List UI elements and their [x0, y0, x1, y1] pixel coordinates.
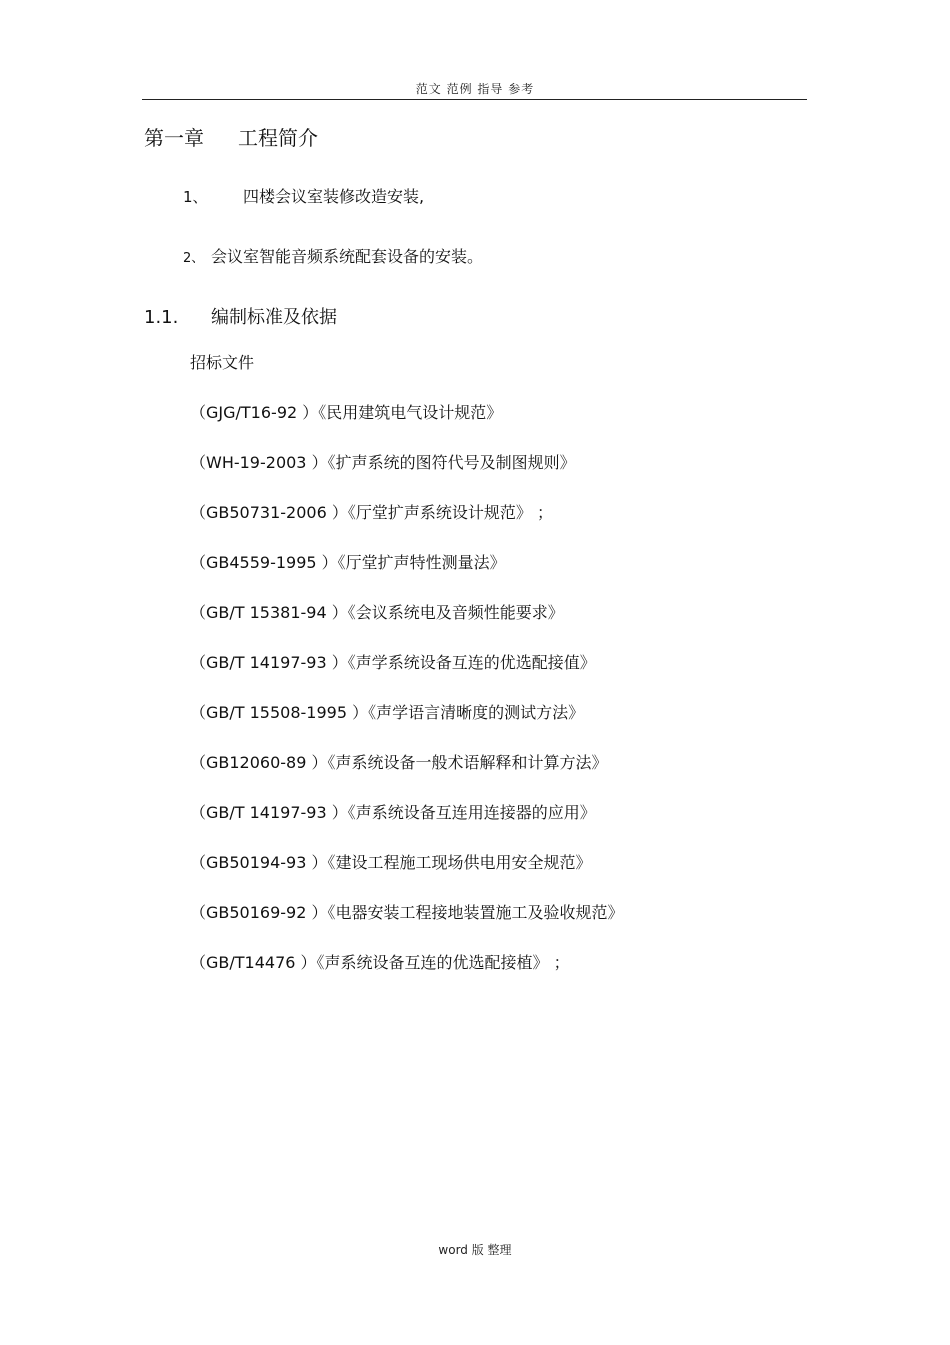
list-item-number: 1、 [183, 188, 208, 206]
chapter-number: 第一章 [144, 126, 204, 150]
page-header: 范文 范例 指导 参考 [415, 82, 535, 96]
list-item [183, 184, 424, 207]
reference-item: （GB50169-92 ）《电器安装工程接地装置施工及验收规范》 [190, 903, 624, 922]
reference-item: （GB/T 14197-93 ）《声学系统设备互连的优选配接值》 [190, 653, 596, 672]
section-heading [144, 303, 337, 329]
reference-item: 招标文件 [190, 353, 255, 372]
list-item-number: 2、 [183, 251, 205, 266]
reference-item: （GJG/T16-92 ）《民用建筑电气设计规范》 [190, 403, 503, 422]
reference-list [190, 352, 624, 1002]
reference-item: （GB50194-93 ）《建设工程施工现场供电用安全规范》 [190, 853, 592, 872]
chapter-heading [144, 122, 318, 151]
reference-item: （WH-19-2003 ）《扩声系统的图符代号及制图规则》 [190, 453, 576, 472]
reference-item: （GB12060-89 ）《声系统设备一般术语解释和计算方法》 [190, 753, 608, 772]
list-item-text: 四楼会议室装修改造安装, [243, 187, 425, 206]
reference-item: （GB/T 15381-94 ）《会议系统电及音频性能要求》 [190, 603, 564, 622]
page-footer: word 版 整理 [438, 1243, 512, 1257]
chapter-title: 工程简介 [238, 126, 318, 150]
list-item-text: 会议室智能音频系统配套设备的安装。 [211, 247, 484, 266]
reference-item: （GB/T 14197-93 ）《声系统设备互连用连接器的应用》 [190, 803, 596, 822]
reference-item: （GB4559-1995 ）《厅堂扩声特性测量法》 [190, 553, 506, 572]
section-title: 编制标准及依据 [211, 307, 337, 328]
section-number: 1.1. [144, 307, 179, 328]
header-divider [142, 99, 807, 100]
reference-item: （GB/T 15508-1995 ）《声学语言清晰度的测试方法》 [190, 703, 585, 722]
reference-item: （GB50731-2006 ）《厅堂扩声系统设计规范》 ； [190, 503, 553, 522]
list-item [183, 244, 483, 267]
reference-item: （GB/T14476 ）《声系统设备互连的优选配接植》 ； [190, 953, 570, 972]
